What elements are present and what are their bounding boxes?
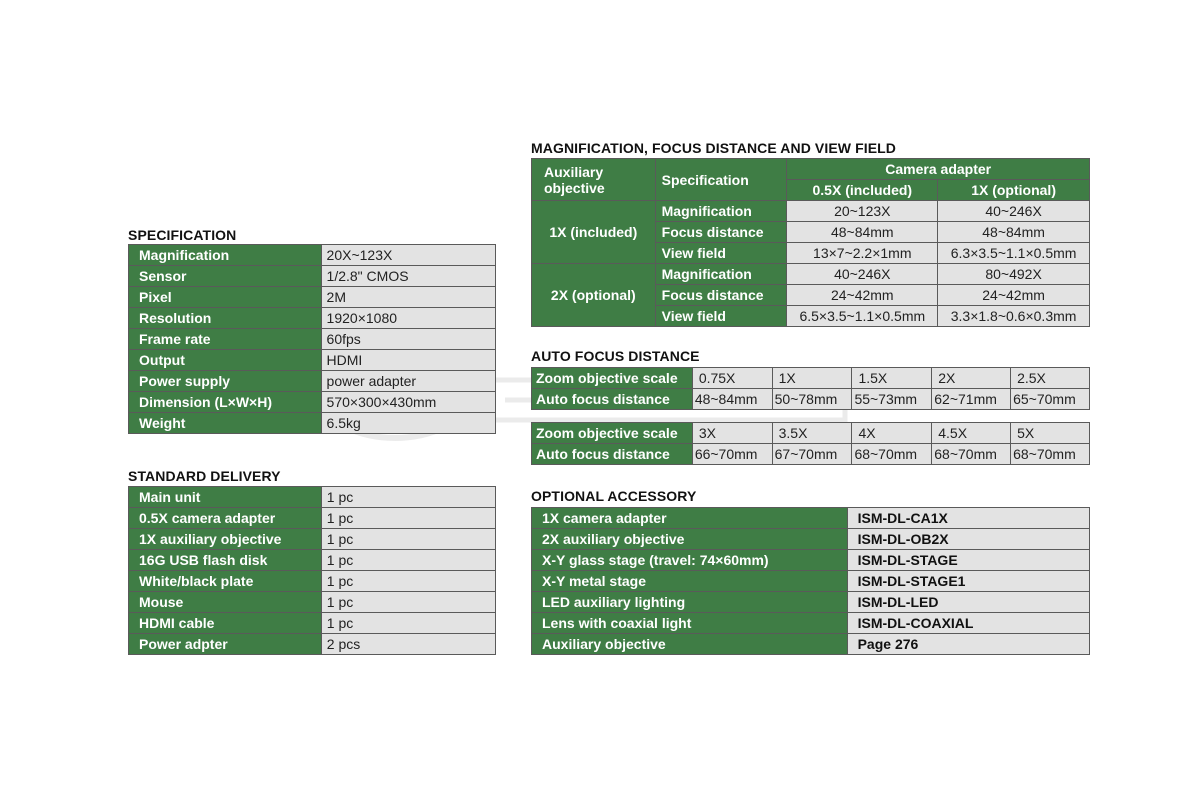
delivery-label: 0.5X camera adapter <box>129 508 322 529</box>
focus-distance-value: 68~70mm <box>852 444 932 465</box>
table-row <box>532 444 1090 465</box>
delivery-label: Main unit <box>129 487 322 508</box>
delivery-value: 1 pc <box>321 529 495 550</box>
table-row <box>129 413 496 434</box>
spec-label: Weight <box>129 413 322 434</box>
spec-label: Dimension (L×W×H) <box>129 392 322 413</box>
delivery-value: 1 pc <box>321 592 495 613</box>
spec-value: 570×300×430mm <box>321 392 495 413</box>
focus-distance-value: 68~70mm <box>932 444 1011 465</box>
auto-focus-table-2 <box>531 422 1090 465</box>
table-row <box>129 550 496 571</box>
spec-value: 1920×1080 <box>321 308 495 329</box>
table-row <box>532 368 1090 389</box>
accessory-code: Page 276 <box>847 634 1089 655</box>
value-1x: 40~246X <box>938 201 1090 222</box>
table-row <box>532 592 1090 613</box>
table-row <box>129 308 496 329</box>
delivery-value: 1 pc <box>321 613 495 634</box>
zoom-scale-value: 2.5X <box>1011 368 1090 389</box>
zoom-scale-value: 1X <box>772 368 852 389</box>
table-row <box>532 634 1090 655</box>
delivery-value: 1 pc <box>321 508 495 529</box>
table-row <box>129 634 496 655</box>
value-1x: 6.3×3.5~1.1×0.5mm <box>938 243 1090 264</box>
accessory-label: Auxiliary objective <box>532 634 848 655</box>
table-row <box>129 350 496 371</box>
optional-accessory-table <box>531 507 1090 655</box>
optional-accessory-title: OPTIONAL ACCESSORY <box>531 488 697 504</box>
spec-label: Frame rate <box>129 329 322 350</box>
value-1x: 3.3×1.8~0.6×0.3mm <box>938 306 1090 327</box>
table-row <box>532 508 1090 529</box>
table-row <box>532 571 1090 592</box>
spec-value: 60fps <box>321 329 495 350</box>
delivery-label: 16G USB flash disk <box>129 550 322 571</box>
spec-name: Focus distance <box>655 285 787 306</box>
delivery-label: Power adpter <box>129 634 322 655</box>
focus-distance-label: Auto focus distance <box>532 389 693 410</box>
zoom-scale-value: 0.75X <box>692 368 772 389</box>
standard-delivery-table <box>128 486 496 655</box>
table-row <box>129 529 496 550</box>
delivery-value: 1 pc <box>321 487 495 508</box>
magnification-title: MAGNIFICATION, FOCUS DISTANCE AND VIEW FIELD <box>531 140 897 156</box>
header-col-0-5x: 0.5X (included) <box>787 180 938 201</box>
focus-distance-value: 48~84mm <box>692 389 772 410</box>
table-row <box>532 264 1090 285</box>
spec-label: Power supply <box>129 371 322 392</box>
focus-distance-value: 67~70mm <box>772 444 852 465</box>
spec-value: 6.5kg <box>321 413 495 434</box>
accessory-code: ISM-DL-STAGE <box>847 550 1089 571</box>
table-row <box>129 287 496 308</box>
table-row <box>129 392 496 413</box>
zoom-scale-value: 1.5X <box>852 368 932 389</box>
accessory-label: 1X camera adapter <box>532 508 848 529</box>
zoom-scale-value: 4X <box>852 423 932 444</box>
spec-name: Magnification <box>655 201 787 222</box>
focus-distance-value: 50~78mm <box>772 389 852 410</box>
table-row <box>532 423 1090 444</box>
auto-focus-table-1 <box>531 367 1090 410</box>
spec-label: Resolution <box>129 308 322 329</box>
table-row <box>129 487 496 508</box>
table-row <box>129 508 496 529</box>
accessory-label: LED auxiliary lighting <box>532 592 848 613</box>
table-row <box>129 571 496 592</box>
spec-label: Pixel <box>129 287 322 308</box>
value-0-5x: 20~123X <box>787 201 938 222</box>
spec-name: Focus distance <box>655 222 787 243</box>
table-row <box>532 389 1090 410</box>
spec-value: HDMI <box>321 350 495 371</box>
specification-title: SPECIFICATION <box>128 227 237 243</box>
accessory-label: 2X auxiliary objective <box>532 529 848 550</box>
delivery-label: 1X auxiliary objective <box>129 529 322 550</box>
table-row <box>129 592 496 613</box>
zoom-scale-value: 3X <box>692 423 772 444</box>
value-1x: 48~84mm <box>938 222 1090 243</box>
header-auxiliary-objective: Auxiliary objective <box>532 159 656 201</box>
accessory-code: ISM-DL-COAXIAL <box>847 613 1089 634</box>
table-row <box>129 371 496 392</box>
accessory-label: Lens with coaxial light <box>532 613 848 634</box>
zoom-scale-label: Zoom objective scale <box>532 368 693 389</box>
auto-focus-title: AUTO FOCUS DISTANCE <box>531 348 700 364</box>
value-0-5x: 13×7~2.2×1mm <box>787 243 938 264</box>
spec-value: power adapter <box>321 371 495 392</box>
focus-distance-value: 66~70mm <box>692 444 772 465</box>
spec-value: 2M <box>321 287 495 308</box>
zoom-scale-value: 4.5X <box>932 423 1011 444</box>
delivery-value: 1 pc <box>321 571 495 592</box>
delivery-value: 1 pc <box>321 550 495 571</box>
table-row <box>129 613 496 634</box>
focus-distance-value: 62~71mm <box>932 389 1011 410</box>
accessory-label: X-Y metal stage <box>532 571 848 592</box>
value-0-5x: 48~84mm <box>787 222 938 243</box>
spec-value: 20X~123X <box>321 245 495 266</box>
spec-label: Magnification <box>129 245 322 266</box>
spec-name: View field <box>655 306 787 327</box>
magnification-table <box>531 158 1090 327</box>
delivery-label: HDMI cable <box>129 613 322 634</box>
value-0-5x: 24~42mm <box>787 285 938 306</box>
focus-distance-value: 65~70mm <box>1011 389 1090 410</box>
zoom-scale-value: 3.5X <box>772 423 852 444</box>
table-row <box>129 266 496 287</box>
header-specification: Specification <box>655 159 787 201</box>
header-camera-adapter: Camera adapter <box>787 159 1090 180</box>
standard-delivery-title: STANDARD DELIVERY <box>128 468 281 484</box>
value-0-5x: 6.5×3.5~1.1×0.5mm <box>787 306 938 327</box>
header-col-1x: 1X (optional) <box>938 180 1090 201</box>
accessory-code: ISM-DL-LED <box>847 592 1089 613</box>
spec-label: Output <box>129 350 322 371</box>
delivery-label: White/black plate <box>129 571 322 592</box>
accessory-label: X-Y glass stage (travel: 74×60mm) <box>532 550 848 571</box>
specification-table <box>128 244 496 434</box>
group-label: 1X (included) <box>532 201 656 264</box>
value-1x: 80~492X <box>938 264 1090 285</box>
table-row <box>532 550 1090 571</box>
focus-distance-value: 55~73mm <box>852 389 932 410</box>
focus-distance-value: 68~70mm <box>1011 444 1090 465</box>
table-row <box>532 613 1090 634</box>
spec-label: Sensor <box>129 266 322 287</box>
accessory-code: ISM-DL-CA1X <box>847 508 1089 529</box>
table-row <box>129 245 496 266</box>
zoom-scale-value: 5X <box>1011 423 1090 444</box>
value-0-5x: 40~246X <box>787 264 938 285</box>
table-row <box>532 529 1090 550</box>
delivery-label: Mouse <box>129 592 322 613</box>
spec-name: Magnification <box>655 264 787 285</box>
accessory-code: ISM-DL-STAGE1 <box>847 571 1089 592</box>
focus-distance-label: Auto focus distance <box>532 444 693 465</box>
spec-name: View field <box>655 243 787 264</box>
table-row <box>129 329 496 350</box>
group-label: 2X (optional) <box>532 264 656 327</box>
accessory-code: ISM-DL-OB2X <box>847 529 1089 550</box>
zoom-scale-value: 2X <box>932 368 1011 389</box>
spec-value: 1/2.8" CMOS <box>321 266 495 287</box>
zoom-scale-label: Zoom objective scale <box>532 423 693 444</box>
table-row <box>532 201 1090 222</box>
delivery-value: 2 pcs <box>321 634 495 655</box>
value-1x: 24~42mm <box>938 285 1090 306</box>
